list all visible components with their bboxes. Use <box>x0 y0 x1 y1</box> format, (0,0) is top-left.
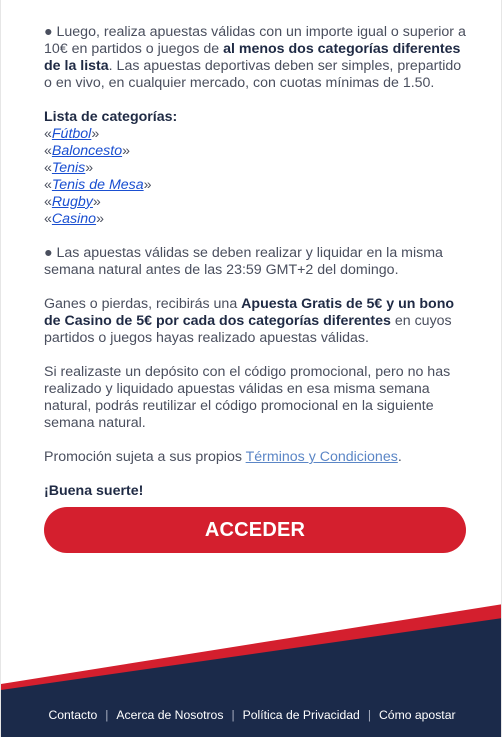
category-link-tenis-de-mesa[interactable]: Tenis de Mesa <box>51 177 144 193</box>
category-link-futbol[interactable]: Fútbol <box>51 126 92 142</box>
category-link-baloncesto[interactable]: Baloncesto <box>51 143 123 159</box>
bets-text-end: . Las apuestas deportivas deben ser simples, prepartido o en vivo, en cualquier mercado, con cuotas mínimas de 1.50. <box>44 58 462 91</box>
categories-list <box>44 126 469 228</box>
footer-separator: | <box>367 708 371 722</box>
footer-link-acerca[interactable]: Acerca de Nosotros <box>116 708 224 722</box>
reward-text: Ganes o pierdas, recibirás una <box>44 296 242 312</box>
paragraph-deadline: ● Las apuestas válidas se deben realizar y liquidar en la misma semana natural antes de las 23:59 GMT+2 del domingo. <box>44 245 443 278</box>
category-link-casino[interactable]: Casino <box>51 211 97 227</box>
footer-link-contacto[interactable]: Contacto <box>48 708 98 722</box>
paragraph-bets <box>44 24 469 92</box>
terms-link[interactable]: Términos y Condiciones <box>245 449 398 465</box>
categories-title: Lista de categorías: <box>44 109 178 125</box>
paragraph-promo-code: Si realizaste un depósito con el código promocional, pero no has realizado y liquidado apuestas válidas en esa misma semana natural, podrás reutilizar el código promocional en la siguiente semana natural. <box>44 364 451 431</box>
category-item: «Casino» <box>44 211 104 227</box>
footer-nav <box>1 708 502 722</box>
paragraph-terms <box>44 449 469 466</box>
bets-text: ● Luego, realiza apuestas válidas con un importe igual o superior a 10€ en partidos o juegos de <box>44 24 466 57</box>
good-luck-text: ¡Buena suerte! <box>44 483 144 499</box>
category-link-tenis[interactable]: Tenis <box>51 160 86 176</box>
category-link-rugby[interactable]: Rugby <box>51 194 93 210</box>
reward-text-end: en cuyos partidos o juegos hayas realizado apuestas válidas. <box>44 313 452 346</box>
footer-separator: | <box>105 708 109 722</box>
category-item: «Baloncesto» <box>44 143 130 159</box>
promo-text <box>44 24 469 500</box>
category-item: «Tenis de Mesa» <box>44 177 152 193</box>
category-item: «Tenis» <box>44 160 94 176</box>
acceder-button[interactable]: ACCEDER <box>44 507 466 553</box>
terms-text: Promoción sujeta a sus propios <box>44 449 246 465</box>
category-item: «Fútbol» <box>44 126 100 142</box>
paragraph-reward <box>44 296 469 347</box>
bets-highlight: al menos dos categorías diferentes de la lista <box>44 41 461 74</box>
category-item: «Rugby» <box>44 194 101 210</box>
reward-highlight: Apuesta Gratis de 5€ y un bono de Casino de 5€ por cada dos categorías diferentes <box>44 296 455 329</box>
terms-text-end: . <box>397 449 402 465</box>
footer-link-privacidad[interactable]: Política de Privacidad <box>242 708 360 722</box>
footer-link-como-apostar[interactable]: Cómo apostar <box>378 708 456 722</box>
footer-separator: | <box>231 708 235 722</box>
